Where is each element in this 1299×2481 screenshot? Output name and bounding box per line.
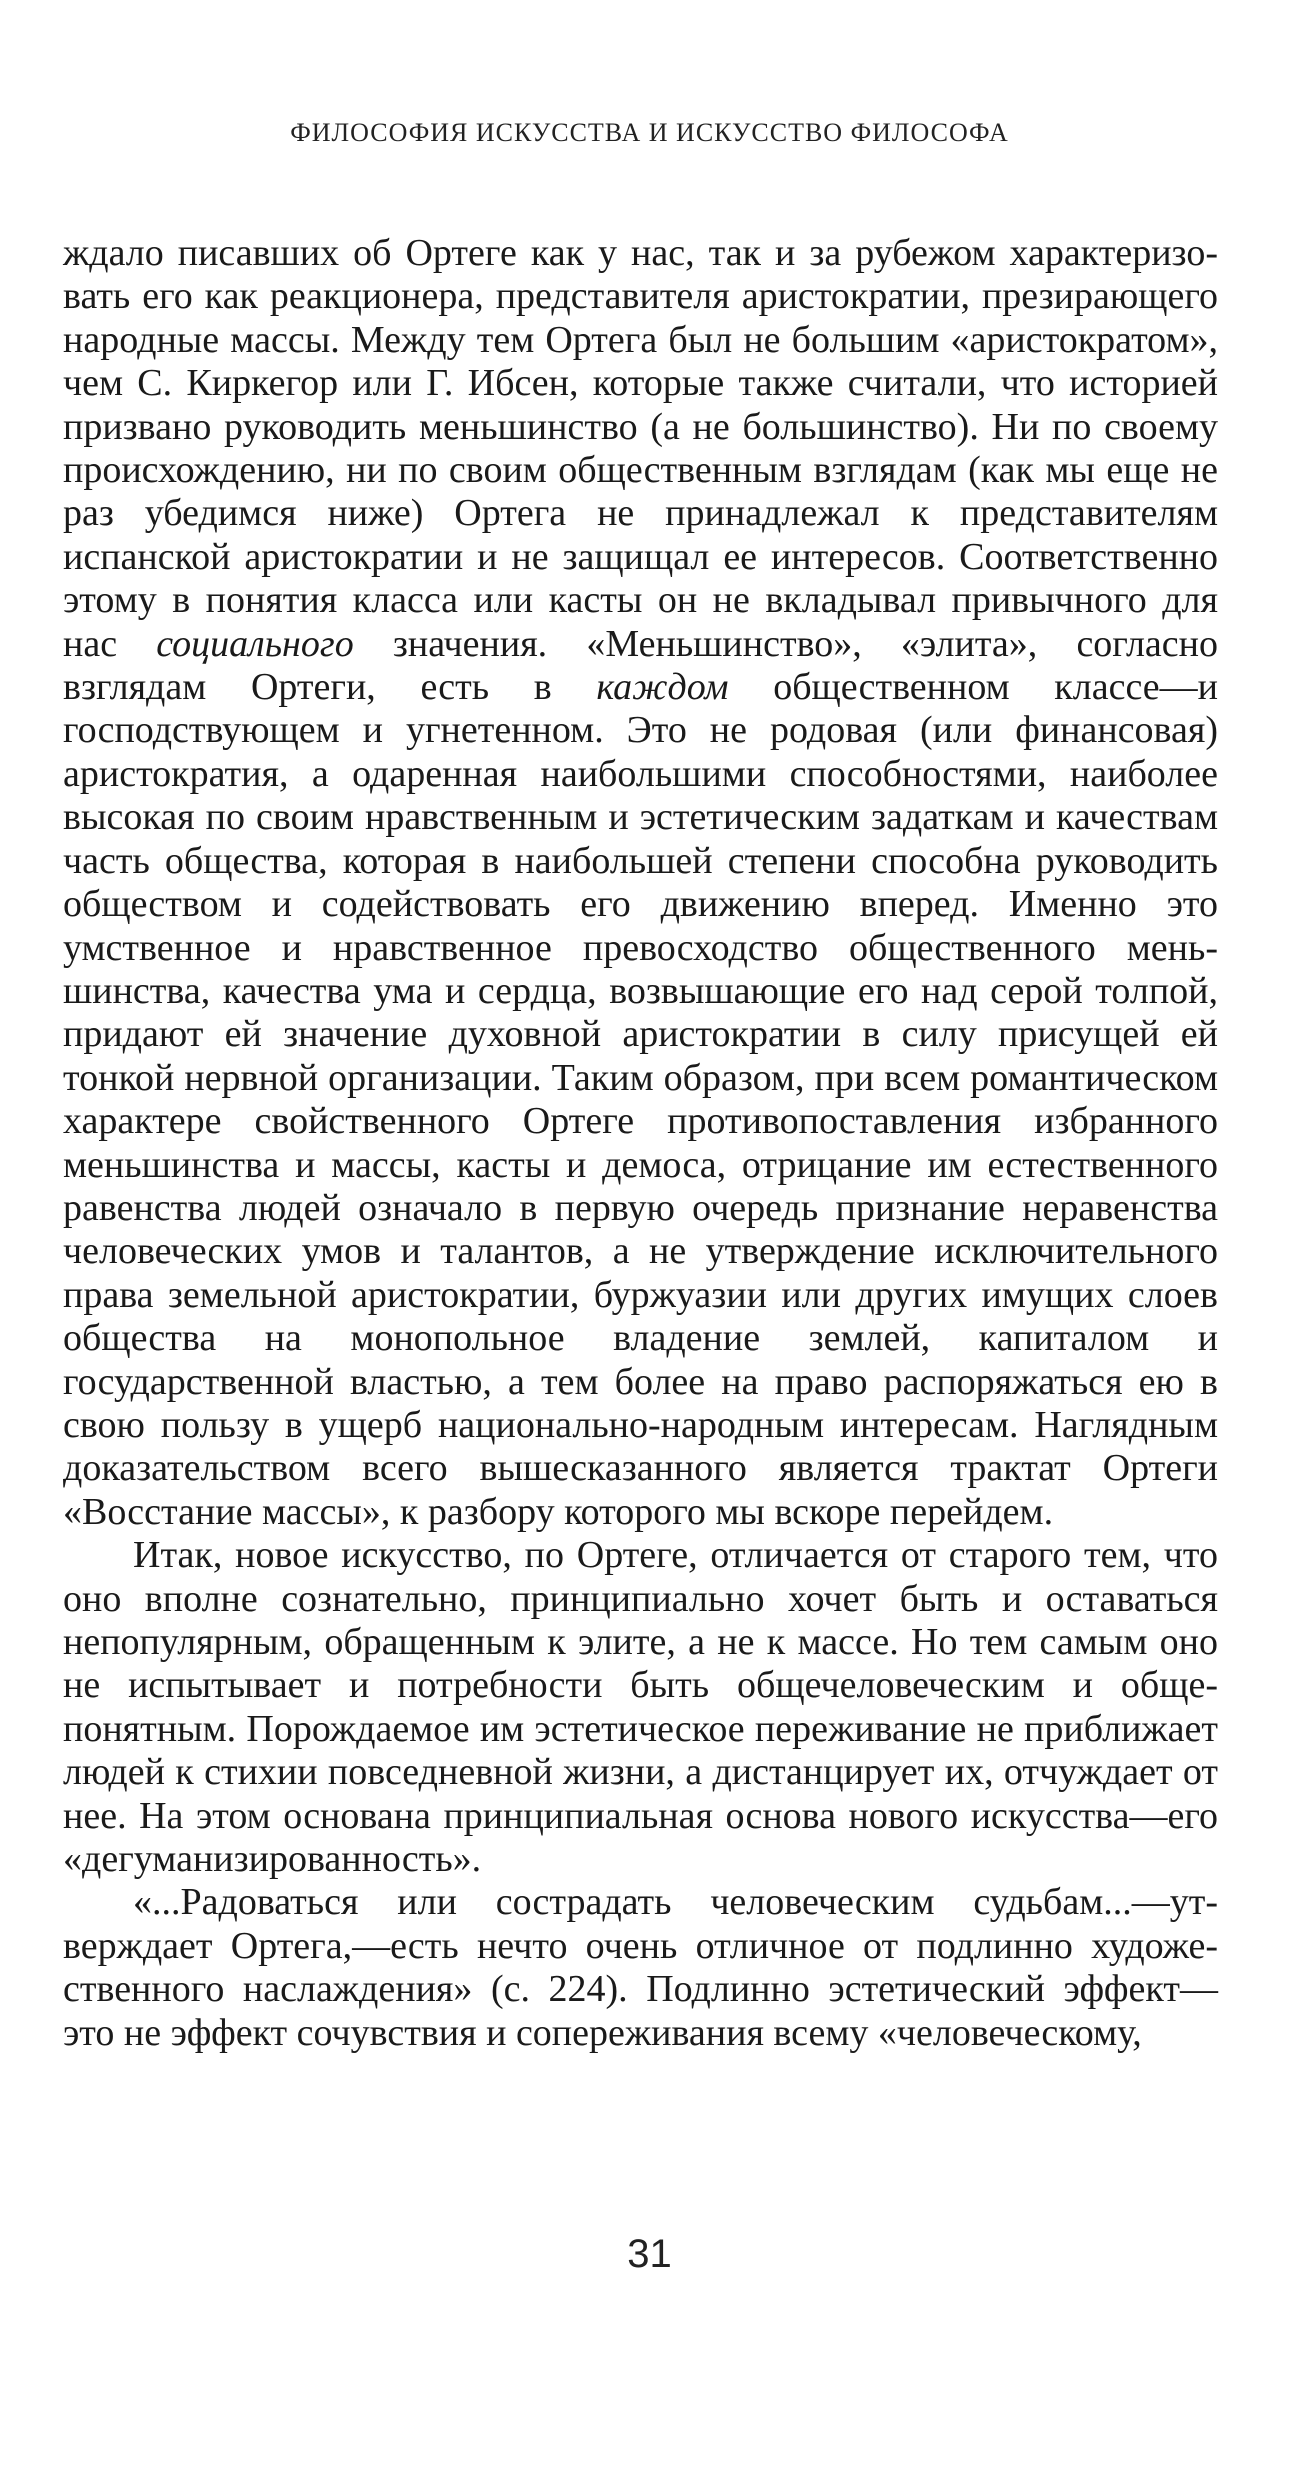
emphasis-social: социального xyxy=(156,622,354,665)
paragraph-3: «...Радоваться или сострадать человеческим судьбам...—утверждает Ортега,—есть нечто очень отличное от подлинно художественного наслаждения» (с. 224). Подлинно эстетический эффект— это не эффект сочувствия и сопереживания всему «человеческому, xyxy=(63,1881,1218,2054)
body-text xyxy=(63,232,1218,2055)
paragraph-1 xyxy=(63,232,1218,1534)
emphasis-each: каждом xyxy=(596,666,729,709)
page-number: 31 xyxy=(627,2232,672,2276)
paragraph-2: Итак, новое искусство, по Ортеге, отличается от старого тем, что оно вполне сознательно, принципиально хочет быть и оставаться непопулярным, обращенным к элите, а не к массе. Но тем самым оно не испытывает и потребности быть общечеловеческим и общепонятным. Порождаемое им эстетическое переживание не приближает людей к стихии повседневной жизни, а дистанцирует их, отчуждает от нее. На этом основана принципиальная основа нового искусства—его «дегуманизированность». xyxy=(63,1534,1218,1881)
paragraph-1-part-a: ждало писавших об Ортеге как у нас, так и за рубежом характеризовать его как реакционера, представителя аристократии, презирающего народные массы. Между тем Ортега был не большим «аристократом», чем С. Киркегор или Г. Ибсен, которые также считали, что историей призвано руководить меньшинство (а не большинство). Ни по своему происхождению, ни по своим общественным взглядам (как мы еще не раз убедимся ниже) Ортега не принадлежал к представителям испанской аристократии и не защищал ее интересов. Соответственно этому в понятия класса или касты он не вкладывал привычного для нас xyxy=(63,232,1218,665)
paragraph-1-part-c: общественном классе—и господствующем и угнетенном. Это не родовая (или финансовая) аристократия, а одаренная наибольшими способностями, наиболее высокая по своим нравственным и эстетическим задаткам и качествам часть общества, которая в наибольшей степени способна руководить обществом и содействовать его движению вперед. Именно это умственное и нравственное превосходство общественного меньшинства, качества ума и сердца, возвышающие его над серой толпой, придают ей значение духовной аристократии в силу присущей ей тонкой нервной организации. Таким образом, при всем романтическом характере свойственного Ортеге противопоставления избранного меньшинства и массы, касты и демоса, отрицание им естественного равенства людей означало в первую очередь признание неравенства человеческих умов и талантов, а не утверждение исключительного права земельной аристократии, буржуазии или других имущих слоев общества на монопольное владение землей, капиталом и государственной властью, а тем более на право распоряжаться ею в свою пользу в ущерб национально-народным интересам. Наглядным доказательством всего вышесказанного является трактат Ортеги «Восстание массы», к разбору которого мы вскоре перейдем. xyxy=(63,666,1218,1533)
paragraph-1-part-b: значения. «Меньшинство», «элита», согласно взглядам Ортеги, есть в xyxy=(63,622,1218,709)
running-title: ФИЛОСОФИЯ ИСКУССТВА И ИСКУССТВО ФИЛОСОФА xyxy=(290,118,1009,147)
